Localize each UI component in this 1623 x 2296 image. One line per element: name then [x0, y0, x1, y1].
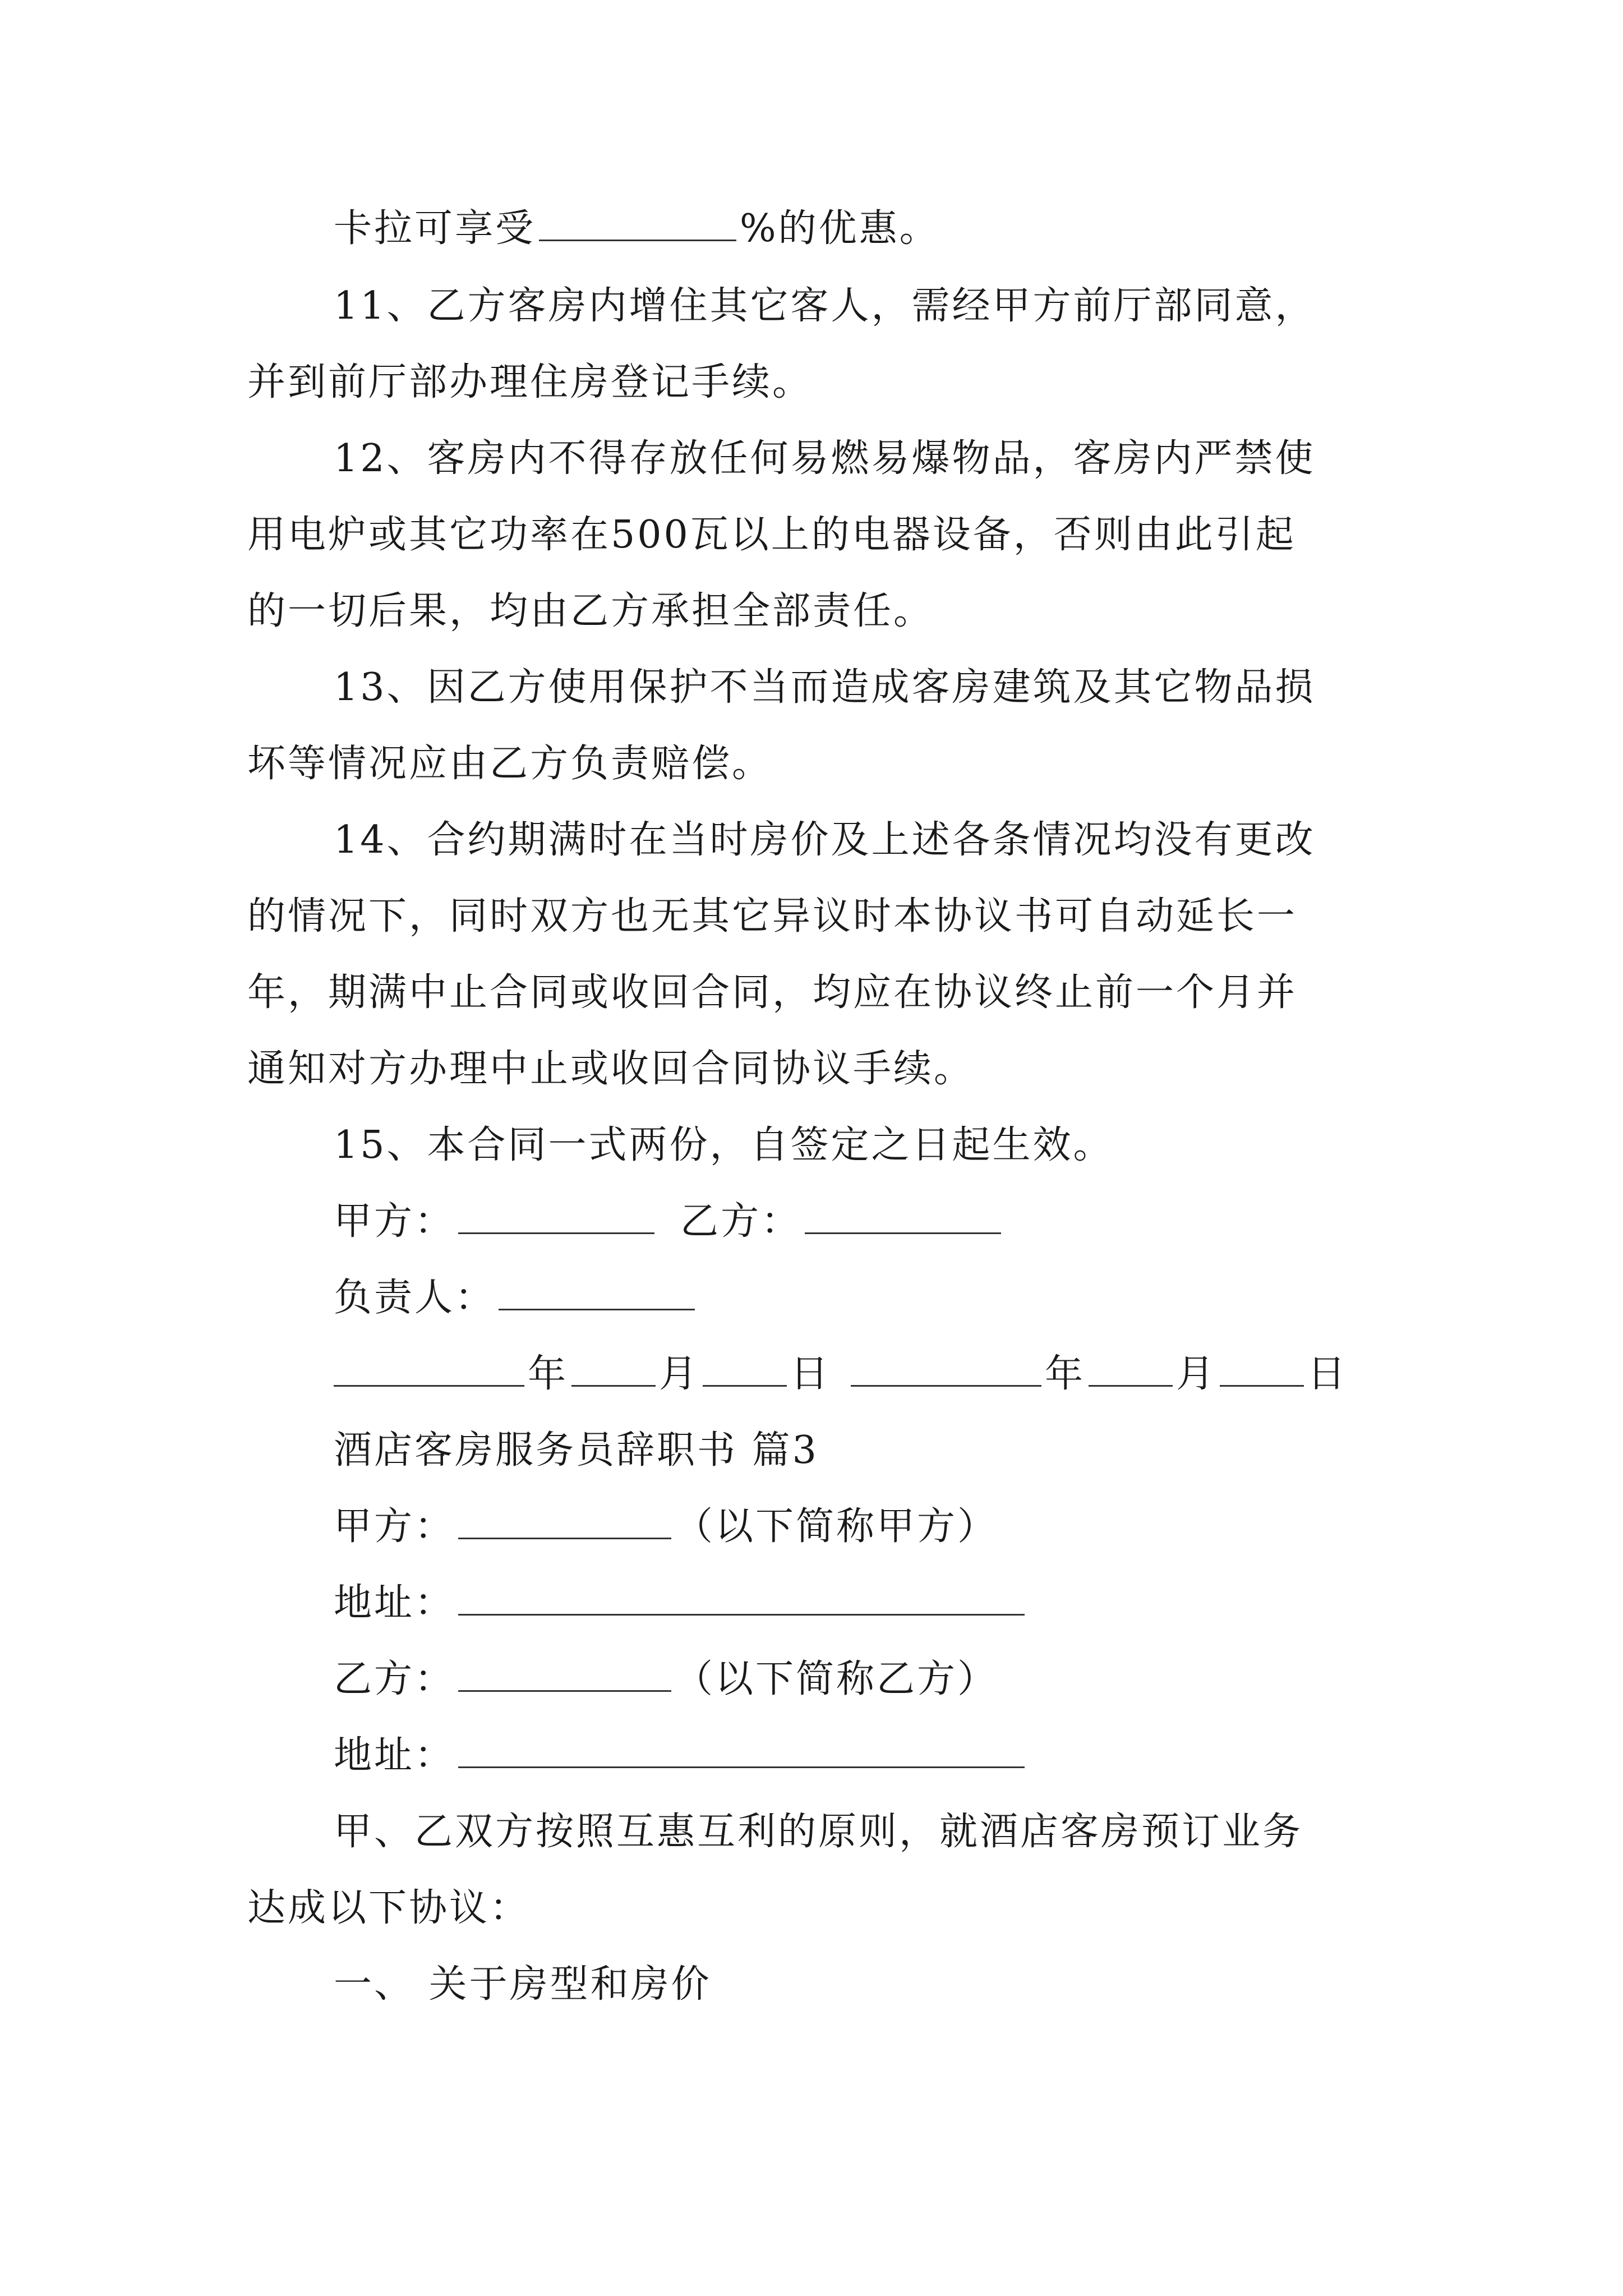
month-blank-b — [1089, 1350, 1173, 1387]
discount-line — [334, 203, 1478, 255]
address-blank — [458, 1579, 1025, 1616]
year-blank-a — [334, 1350, 524, 1387]
day-blank-b — [1220, 1350, 1304, 1387]
signature-dates — [334, 1349, 1478, 1400]
section-intro-line-1: 甲、乙双方按照互惠互利的原则，就酒店客房预订业务 — [334, 1810, 1303, 1854]
blank-underline — [539, 205, 736, 241]
clause-14-line-1: 14、合约期满时在当时房价及上述各条情况均没有更改 — [334, 818, 1316, 862]
clause-13-line-2: 坏等情况应由乙方负责赔偿。 — [247, 742, 773, 786]
clause-14-line-3: 年，期满中止合同或收回合同，均应在协议终止前一个月并 — [247, 970, 1298, 1015]
party-a-blank — [458, 1503, 671, 1539]
section-title: 酒店客房服务员辞职书 篇3 — [334, 1428, 819, 1473]
address-label: 地址： — [334, 1733, 455, 1778]
section-party-b — [334, 1654, 1478, 1705]
day-label: 日 — [790, 1352, 831, 1396]
section-heading-1: 一、 关于房型和房价 — [334, 1962, 712, 2007]
clause-12-line-2: 用电炉或其它功率在500瓦以上的电器设备，否则由此引起 — [247, 513, 1296, 557]
text-segment: 卡拉可享受 — [334, 206, 536, 251]
day-blank-a — [703, 1350, 787, 1387]
section-address-b — [334, 1730, 1478, 1782]
month-blank-a — [571, 1350, 656, 1387]
clause-13-line-1: 13、因乙方使用保护不当而造成客房建筑及其它物品损 — [334, 665, 1316, 710]
clause-12-line-3: 的一切后果，均由乙方承担全部责任。 — [247, 589, 934, 633]
clause-11-line-1: 11、乙方客房内增住其它客人，需经甲方前厅部同意， — [334, 284, 1316, 328]
person-in-charge-label: 负责人： — [334, 1276, 496, 1320]
section-intro-line-2: 达成以下协议： — [247, 1886, 531, 1930]
address-blank — [458, 1732, 1025, 1768]
month-label: 月 — [659, 1352, 700, 1396]
section-address-a — [334, 1577, 1478, 1629]
party-b-blank — [805, 1198, 1001, 1234]
clause-14-line-2: 的情况下，同时双方也无其它异议时本协议书可自动延长一 — [247, 894, 1298, 938]
party-a-suffix: （以下简称甲方） — [675, 1504, 998, 1549]
text-segment: %的优惠。 — [740, 206, 940, 251]
party-b-suffix: （以下简称乙方） — [675, 1657, 998, 1701]
party-a-blank — [458, 1198, 654, 1234]
clause-15-line: 15、本合同一式两份，自签定之日起生效。 — [334, 1123, 1114, 1167]
person-in-charge-blank — [499, 1274, 695, 1310]
section-party-a — [334, 1501, 1478, 1553]
party-b-label: 乙方： — [680, 1199, 802, 1244]
party-b-label: 乙方： — [334, 1657, 455, 1701]
year-label: 年 — [1045, 1352, 1086, 1396]
party-a-label: 甲方： — [334, 1199, 455, 1244]
party-a-label: 甲方： — [334, 1504, 455, 1549]
party-b-blank — [458, 1655, 671, 1692]
signature-person-in-charge — [334, 1272, 1478, 1324]
year-blank-b — [851, 1350, 1041, 1387]
signature-parties — [334, 1196, 1478, 1248]
year-label: 年 — [528, 1352, 569, 1396]
month-label: 月 — [1176, 1352, 1217, 1396]
clause-11-line-2: 并到前厅部办理住房登记手续。 — [247, 360, 813, 404]
clause-14-line-4: 通知对方办理中止或收回合同协议手续。 — [247, 1047, 975, 1091]
clause-12-line-1: 12、客房内不得存放任何易燃易爆物品，客房内严禁使 — [334, 436, 1316, 481]
day-label: 日 — [1307, 1352, 1348, 1396]
address-label: 地址： — [334, 1581, 455, 1625]
